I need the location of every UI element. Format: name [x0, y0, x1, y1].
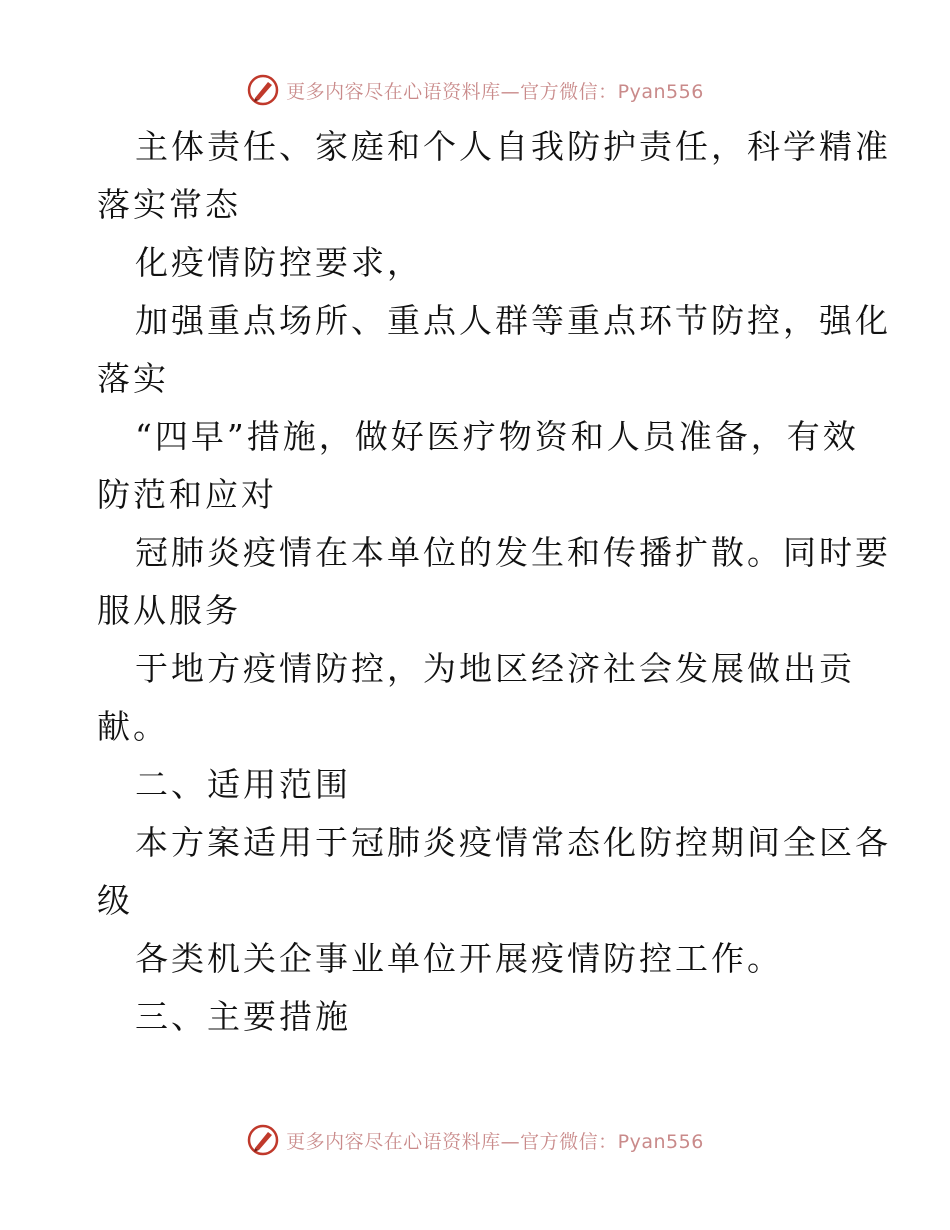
text-line: 于地方疫情防控，为地区经济社会发展做出贡 — [135, 649, 855, 688]
text-line: 落实常态 — [97, 185, 241, 224]
text-line: 服从服务 — [97, 591, 241, 630]
text-line: 化疫情防控要求， — [135, 243, 423, 282]
footer-watermark — [0, 1120, 950, 1160]
text-line: 防范和应对 — [97, 475, 277, 514]
text-line: 本方案适用于冠肺炎疫情常态化防控期间全区各 — [135, 823, 891, 862]
text-line: 二、适用范围 — [135, 765, 351, 804]
document-body — [97, 118, 891, 1046]
pen-logo-icon — [246, 1123, 280, 1157]
pen-logo-icon — [246, 73, 280, 107]
text-line: 三、主要措施 — [135, 997, 351, 1036]
text-line: 加强重点场所、重点人群等重点环节防控，强化 — [135, 301, 891, 340]
watermark-text: 更多内容尽在心语资料库—官方微信：Pyan556 — [286, 1130, 704, 1153]
text-line: 落实 — [97, 359, 169, 398]
text-line: 主体责任、家庭和个人自我防护责任，科学精准 — [135, 127, 891, 166]
text-line: 各类机关企事业单位开展疫情防控工作。 — [135, 939, 783, 978]
text-line: 献。 — [97, 707, 169, 746]
text-line: “四早”措施，做好医疗物资和人员准备，有效 — [135, 417, 859, 456]
text-line: 级 — [97, 881, 133, 920]
header-watermark — [0, 70, 950, 110]
watermark-text: 更多内容尽在心语资料库—官方微信：Pyan556 — [286, 80, 704, 103]
text-line: 冠肺炎疫情在本单位的发生和传播扩散。同时要 — [135, 533, 891, 572]
